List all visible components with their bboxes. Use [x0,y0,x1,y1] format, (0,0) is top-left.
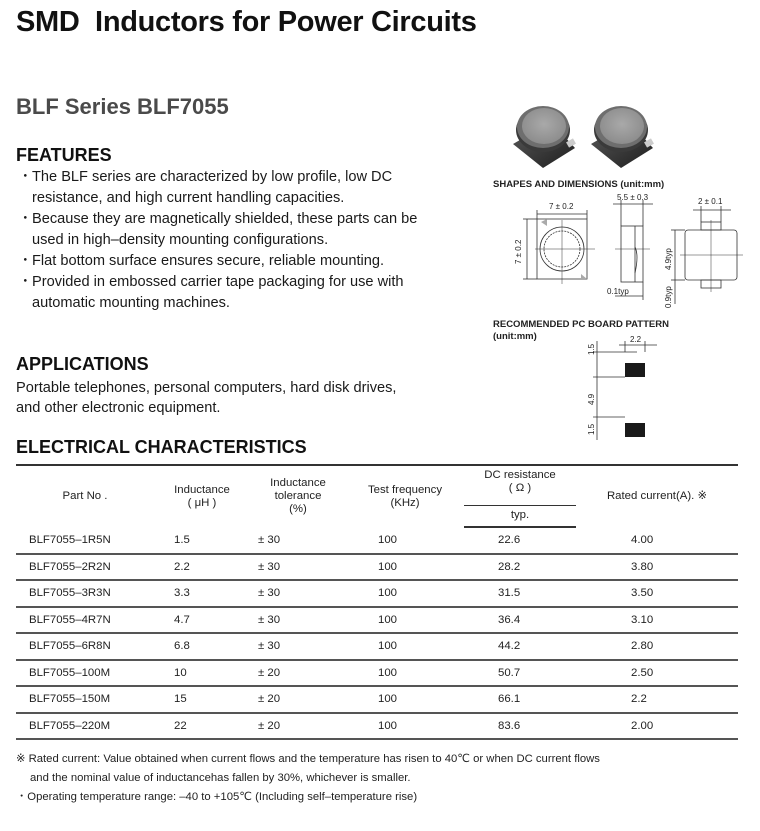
features-heading: FEATURES [16,145,112,165]
cell-dc-resistance: 44.2 [464,633,576,660]
terminal-length-dimension: 0.9typ [664,286,673,308]
series-title: BLF Series BLF7055 [16,94,229,119]
feature-text: Because they are magnetically shielded, these parts can be [32,211,418,227]
table-row [16,554,738,581]
cell-part-no: BLF7055–4R7N [16,607,154,634]
col-tolerance [250,465,346,527]
bullet-icon: ・ [18,211,33,227]
offset-dimension: 0.1typ [607,287,629,296]
col-inductance-unit: ( μH ) [187,496,217,509]
rated-current-note: ※ Rated current: Value obtained when current flows and the temperature has risen to 40℃ or when DC current flows [16,753,600,765]
feature-text: used in high–density mounting configurations. [32,232,329,248]
side-dimension: 5.5 ± 0.3 [617,193,649,202]
cell-inductance: 1.5 [154,527,250,554]
cell-part-no: BLF7055–100M [16,660,154,687]
cell-tolerance: ± 30 [250,633,346,660]
dimension-drawing [495,192,755,310]
feature-item [18,272,458,314]
pcb-gap-dimension: 4.9 [587,393,596,405]
cell-frequency: 100 [346,554,464,581]
cell-dc-resistance: 83.6 [464,713,576,740]
cell-frequency: 100 [346,633,464,660]
product-photos [505,100,665,170]
cell-dc-resistance: 28.2 [464,554,576,581]
col-dc-unit: ( Ω ) [508,482,532,494]
cell-frequency: 100 [346,580,464,607]
operating-temperature-note: ・Operating temperature range: –40 to +105℃ (Including self–temperature rise) [16,791,418,803]
cell-dc-resistance: 66.1 [464,686,576,713]
col-part-no: Part No . [16,465,154,527]
electrical-heading: ELECTRICAL CHARACTERISTICS [16,437,307,457]
feature-text: Flat bottom surface ensures secure, reliable mounting. [32,253,385,269]
applications-line: and other electronic equipment. [16,400,221,416]
cell-part-no: BLF7055–3R3N [16,580,154,607]
cell-rated-current: 3.50 [576,580,738,607]
electrical-characteristics-table [16,464,738,740]
feature-text: resistance, and high current handling capacities. [32,190,345,206]
col-dc-typ: typ. [464,505,576,527]
cell-rated-current: 2.2 [576,686,738,713]
cell-frequency: 100 [346,660,464,687]
cell-frequency: 100 [346,607,464,634]
cell-inductance: 10 [154,660,250,687]
col-rated-current: Rated current(A). ※ [576,465,738,527]
cell-inductance: 4.7 [154,607,250,634]
col-tolerance-unit: (%) [289,503,307,515]
table-row [16,580,738,607]
feature-item [18,251,458,272]
cell-inductance: 2.2 [154,554,250,581]
feature-item [18,167,458,209]
footnotes [16,750,756,807]
col-inductance [154,465,250,527]
pitch-dimension: 4.9typ [664,248,673,270]
col-frequency-line: Test frequency [367,483,443,496]
pcb-pattern-unit: (unit:mm) [493,331,537,342]
table-row [16,633,738,660]
feature-text: Provided in embossed carrier tape packaging for use with [32,274,404,290]
pcb-pattern-drawing [585,335,695,445]
cell-part-no: BLF7055–1R5N [16,527,154,554]
cell-tolerance: ± 20 [250,660,346,687]
cell-rated-current: 2.80 [576,633,738,660]
pcb-width-dimension: 2.2 [630,335,642,344]
table-row [16,660,738,687]
cell-part-no: BLF7055–2R2N [16,554,154,581]
col-inductance-line: Inductance [174,483,230,496]
inductor-photo [513,106,576,168]
cell-inductance: 15 [154,686,250,713]
features-list [18,167,458,314]
cell-tolerance: ± 20 [250,713,346,740]
pcb-pad [625,423,645,437]
col-tolerance-line: Inductance [270,477,326,489]
table-row [16,686,738,713]
cell-tolerance: ± 30 [250,580,346,607]
cell-rated-current: 2.50 [576,660,738,687]
feature-item [18,209,458,251]
pcb-pad-dimension: 1.5 [587,343,596,355]
col-frequency [346,465,464,527]
applications-line: Portable telephones, personal computers, hard disk drives, [16,380,397,396]
cell-inductance: 3.3 [154,580,250,607]
bullet-icon: ・ [18,274,33,290]
pcb-pattern-title: RECOMMENDED PC BOARD PATTERN [493,319,669,330]
cell-dc-resistance: 50.7 [464,660,576,687]
cell-inductance: 22 [154,713,250,740]
feature-text: The BLF series are characterized by low profile, low DC [32,169,393,185]
cell-rated-current: 4.00 [576,527,738,554]
table-row [16,527,738,554]
table-row [16,607,738,634]
bullet-icon: ・ [18,253,33,269]
cell-inductance: 6.8 [154,633,250,660]
cell-tolerance: ± 30 [250,527,346,554]
rated-current-note-cont: and the nominal value of inductancehas fallen by 30%, whichever is smaller. [30,772,411,784]
cell-frequency: 100 [346,686,464,713]
cell-rated-current: 3.10 [576,607,738,634]
width-dimension: 7 ± 0.2 [549,202,574,211]
cell-part-no: BLF7055–6R8N [16,633,154,660]
inductor-photo [591,106,654,168]
cell-dc-resistance: 36.4 [464,607,576,634]
applications-text [16,378,456,418]
cell-dc-resistance: 22.6 [464,527,576,554]
table-row [16,713,738,740]
cell-part-no: BLF7055–220M [16,713,154,740]
cell-dc-resistance: 31.5 [464,580,576,607]
col-tolerance-line: tolerance [274,490,322,502]
cell-part-no: BLF7055–150M [16,686,154,713]
pcb-pad [625,363,645,377]
bullet-icon: ・ [18,169,33,185]
cell-frequency: 100 [346,713,464,740]
cell-frequency: 100 [346,527,464,554]
cell-rated-current: 2.00 [576,713,738,740]
col-dc-resistance [464,465,576,505]
cell-rated-current: 3.80 [576,554,738,581]
col-frequency-unit: (KHz) [390,496,420,509]
applications-heading: APPLICATIONS [16,354,149,374]
cell-tolerance: ± 20 [250,686,346,713]
terminal-dimension: 2 ± 0.1 [698,197,723,206]
cell-tolerance: ± 30 [250,554,346,581]
feature-text: automatic mounting machines. [32,295,230,311]
col-dc-line: DC resistance [484,469,556,481]
pcb-pad-dimension-2: 1.5 [587,423,596,435]
cell-tolerance: ± 30 [250,607,346,634]
height-dimension: 7 ± 0.2 [514,239,523,264]
shapes-dimensions-label: SHAPES AND DIMENSIONS (unit:mm) [493,179,665,190]
page-title: SMD Inductors for Power Circuits [16,6,477,38]
